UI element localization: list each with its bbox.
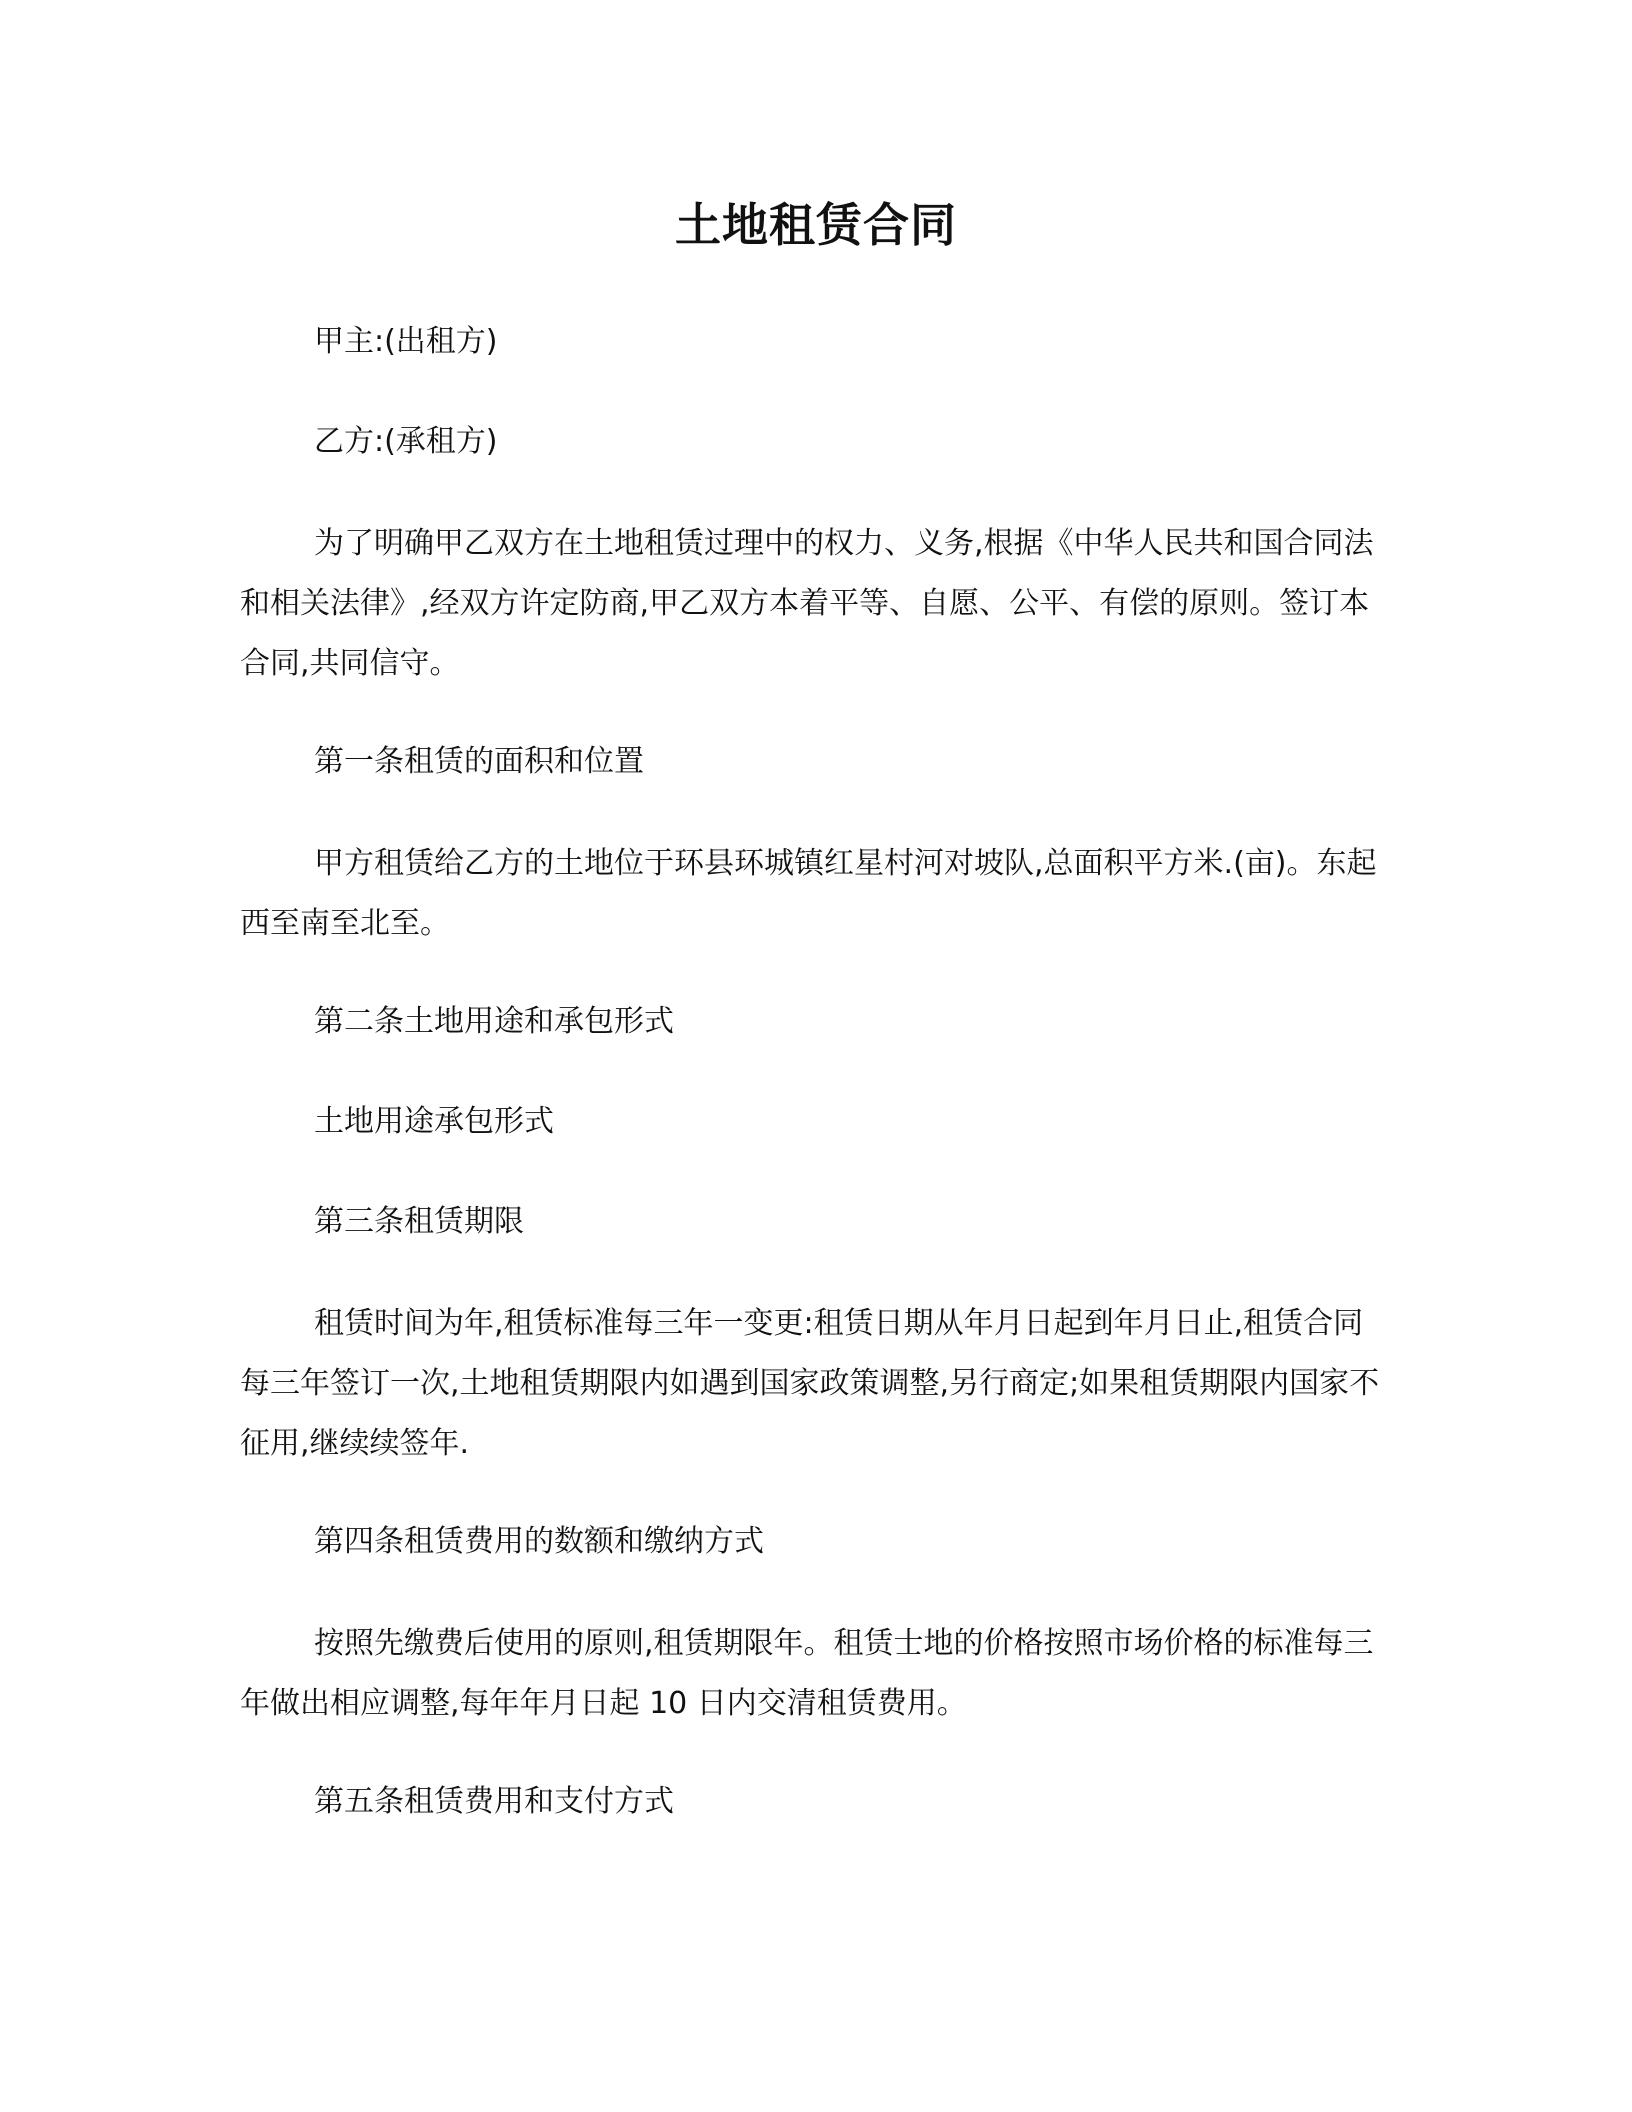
party-b-line: 乙方:(承租方): [314, 424, 498, 459]
article-1-heading: 第一条租赁的面积和位置: [314, 744, 644, 779]
article-2-body: 土地用途承包形式: [314, 1104, 554, 1139]
article-5-heading: 第五条租赁费用和支付方式: [314, 1784, 674, 1819]
article-4-body: 按照先缴费后使用的原则,租赁期限年。租赁士地的价格按照市场价格的标准每三年做出相应调整,每年年月日起 10 日内交清租赁费用。: [240, 1626, 1374, 1721]
article-1-body: 甲方租赁给乙方的土地位于环县环城镇红星村河对坡队,总面积平方米.(亩)。东起西至南至北至。: [240, 846, 1377, 941]
party-a-line: 甲主:(出租方): [314, 324, 498, 359]
article-2-heading: 第二条土地用途和承包形式: [314, 1004, 674, 1039]
article-3-body: 租赁时间为年,租赁标准每三年一变更:租赁日期从年月日起到年月日止,租赁合同每三年签订一次,土地租赁期限内如遇到国家政策调整,另行商定;如果租赁期限内国家不征用,继续续签年.: [240, 1306, 1380, 1461]
article-3-heading: 第三条租赁期限: [314, 1204, 524, 1239]
preamble-paragraph: 为了明确甲乙双方在土地租赁过理中的权力、义务,根据《中华人民共和国合同法和相关法律》,经双方许定防商,甲乙双方本着平等、自愿、公平、有偿的原则。签订本合同,共同信守。: [240, 526, 1374, 681]
article-4-heading: 第四条租赁费用的数额和缴纳方式: [314, 1524, 764, 1559]
document-title: 土地租赁合同: [675, 198, 957, 252]
